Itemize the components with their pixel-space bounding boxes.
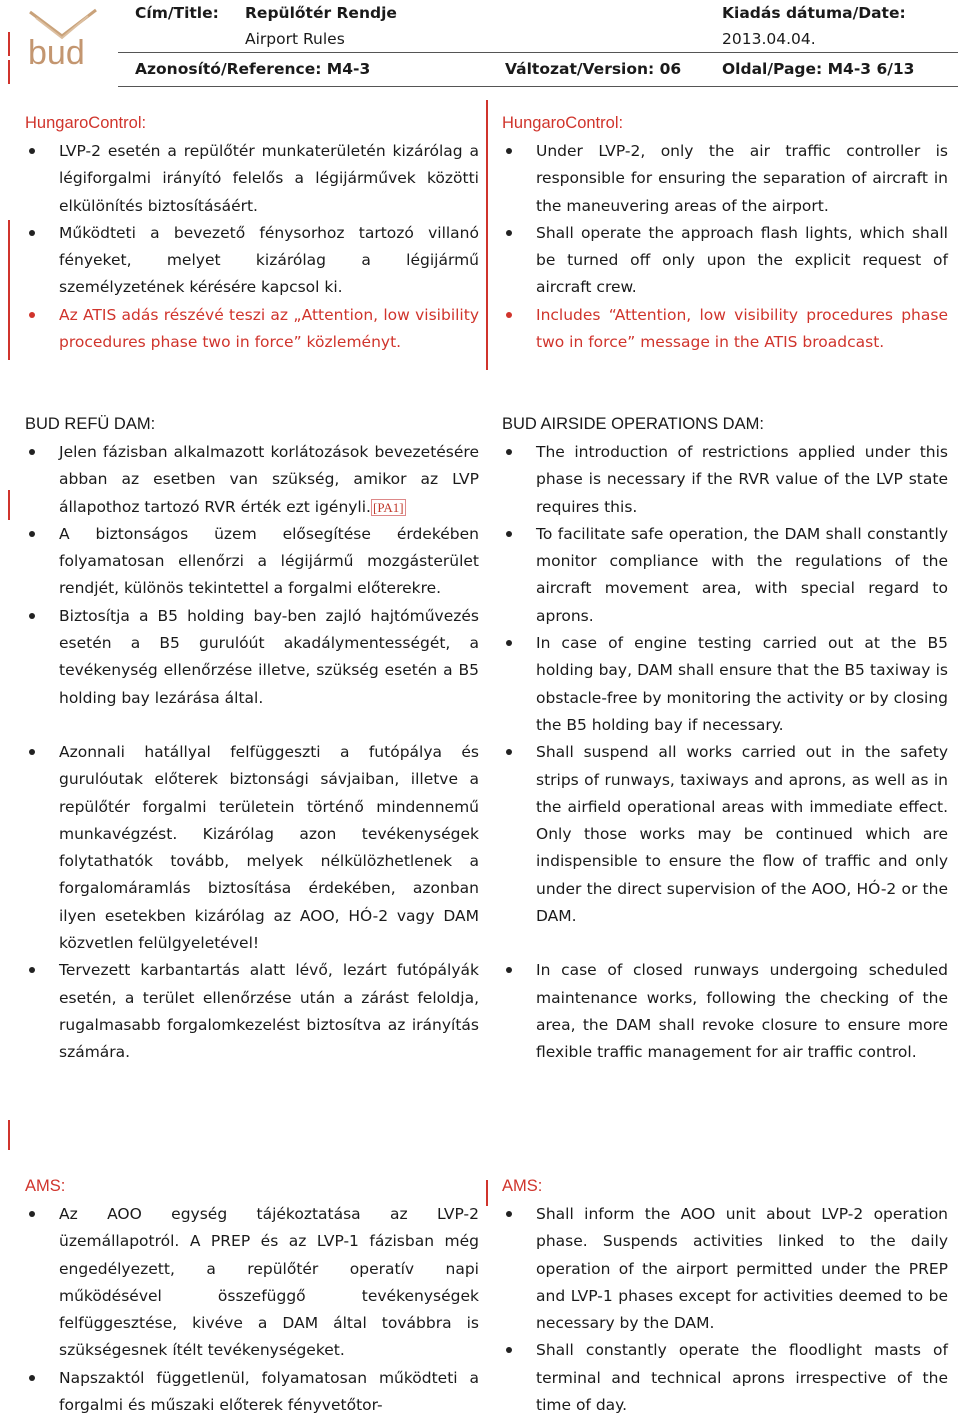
section-hungarocontrol-hu	[25, 112, 479, 356]
review-mark: [PA1]	[372, 499, 404, 515]
change-bar	[486, 100, 488, 370]
section-ams-hu	[25, 1175, 479, 1419]
list-item: LVP-2 esetén a repülőtér munkaterületén kizárólag a légiforgalmi irányító felelős a légijárművek közötti elkülönítés biztosításáért.	[25, 138, 479, 220]
list-item: Shall constantly operate the floodlight masts of terminal and technical aprons irrespective of the time of day.	[502, 1337, 948, 1419]
list-item: Az ATIS adás részévé teszi az „Attention, low visibility procedures phase two in force” közleményt.	[25, 302, 479, 357]
version: Változat/Version: 06	[505, 60, 682, 78]
section-title: AMS:	[502, 1177, 543, 1195]
date-label: Kiadás dátuma/Date:	[722, 4, 906, 22]
section-title: BUD REFÜ DAM:	[25, 415, 156, 433]
title-hu: Repülőtér Rendje	[245, 4, 397, 22]
section-dam-hu	[25, 413, 479, 1067]
bud-logo	[18, 4, 114, 70]
section-title: AMS:	[25, 1177, 66, 1195]
list-item: Biztosítja a B5 holding bay-ben zajló hajtóművezés esetén a B5 gurulóút akadálymentességét, a tevékenység ellenőrzése illetve, szükség esetén a B5 holding bay lezárása által.	[25, 603, 479, 712]
reference: Azonosító/Reference: M4-3	[135, 60, 371, 78]
list-item: Azonnali hatállyal felfüggeszti a futópálya és gurulóutak előterek biztonsági sávjaiban, illetve a repülőtér forgalmi területein történő mindennemű munkavégzést. Kizárólag azon tevékenységek folytathatók tovább, melyek nélkülözhetlenek a forgalomáramlás biztosítása érdekében, azonban ilyen esetekben kizárólag az AOO, HÓ-2 vagy DAM közvetlen felülgyeletével!	[25, 739, 479, 957]
header-rule-top	[118, 52, 958, 53]
section-hungarocontrol-en	[502, 112, 948, 356]
list-item: A biztonságos üzem elősegítése érdekében folyamatosan ellenőrzi a légijármű mozgásterület rendjét, különös tekintettel a forgalmi előterekre.	[25, 521, 479, 603]
list-item: Az AOO egység tájékoztatása az LVP-2 üzemállapotról. A PREP és az LVP-1 fázisban még engedélyezett, a repülőtér operatív napi működésével összefüggő tevékenységek felfüggesztése, kivéve a DAM által továbbra is szükségesnek ítélt tevékenységeket.	[25, 1201, 479, 1365]
section-title: HungaroControl:	[25, 114, 147, 132]
list-item: Includes “Attention, low visibility procedures phase two in force” message in the ATIS broadcast.	[502, 302, 948, 357]
document-header	[0, 0, 960, 92]
list-item: Under LVP-2, only the air traffic controller is responsible for ensuring the separation of aircraft in the maneuvering areas of the airport.	[502, 138, 948, 220]
list-item: Shall suspend all works carried out in the safety strips of runways, taxiways and aprons, as well as in the airfield operational areas with immediate effect. Only those works may be continued which are indispensible to ensure the flow of traffic and only under the direct supervision of the AOO, HÓ-2 or the DAM.	[502, 739, 948, 930]
list-item: Shall inform the AOO unit about LVP-2 operation phase. Suspends activities linked to the daily operation of the airport permitted under the PREP and LVP-1 phases except for activities deemed to be necessary by the DAM.	[502, 1201, 948, 1337]
svg-text:bud: bud	[28, 34, 85, 70]
title-en: Airport Rules	[245, 30, 345, 48]
list-item: Tervezett karbantartás alatt lévő, lezárt futópályák esetén, a terület ellenőrzése után a zárást feloldja, rugalmasabb forgalomkezelést biztosítva az irányítás számára.	[25, 957, 479, 1066]
list-item: Napszaktól függetlenül, folyamatosan működteti a forgalmi és műszaki előterek fényvetőtor-	[25, 1365, 479, 1420]
change-bar	[8, 32, 10, 56]
header-rule-bottom	[118, 86, 958, 87]
date-value: 2013.04.04.	[722, 30, 816, 48]
page-number: Oldal/Page: M4-3 6/13	[722, 60, 915, 78]
section-dam-en	[502, 413, 948, 1067]
section-title: HungaroControl:	[502, 114, 624, 132]
list-item: To facilitate safe operation, the DAM shall constantly monitor compliance with the regulations of the aircraft movement area, with special regard to aprons.	[502, 521, 948, 630]
list-item: Működteti a bevezető fénysorhoz tartozó villanó fényeket, melyet kizárólag a légijármű személyzetének kérésére kapcsol ki.	[25, 220, 479, 302]
list-item: In case of closed runways undergoing scheduled maintenance works, following the checking of the area, the DAM shall revoke closure to ensure more flexible traffic management for air traffic control.	[502, 957, 948, 1066]
title-label: Cím/Title:	[135, 4, 219, 22]
change-bar	[8, 60, 10, 84]
section-ams-en	[502, 1175, 948, 1419]
change-bar	[8, 1120, 10, 1150]
list-item: The introduction of restrictions applied under this phase is necessary if the RVR value of the LVP state requires this.	[502, 439, 948, 521]
list-item: Shall operate the approach flash lights, which shall be turned off only upon the explicit request of aircraft crew.	[502, 220, 948, 302]
change-bar	[8, 490, 10, 520]
section-title: BUD AIRSIDE OPERATIONS DAM:	[502, 415, 764, 433]
change-bar	[486, 1180, 488, 1206]
change-bar	[8, 220, 10, 360]
list-item: Jelen fázisban alkalmazott korlátozások bevezetésére abban az esetben van szükség, amikor az LVP állapothoz tartozó RVR érték ezt igényli. [PA1]	[25, 439, 479, 521]
list-item: In case of engine testing carried out at the B5 holding bay, DAM shall ensure that the B5 taxiway is obstacle-free by monitoring the activity or by closing the B5 holding bay if necessary.	[502, 630, 948, 739]
